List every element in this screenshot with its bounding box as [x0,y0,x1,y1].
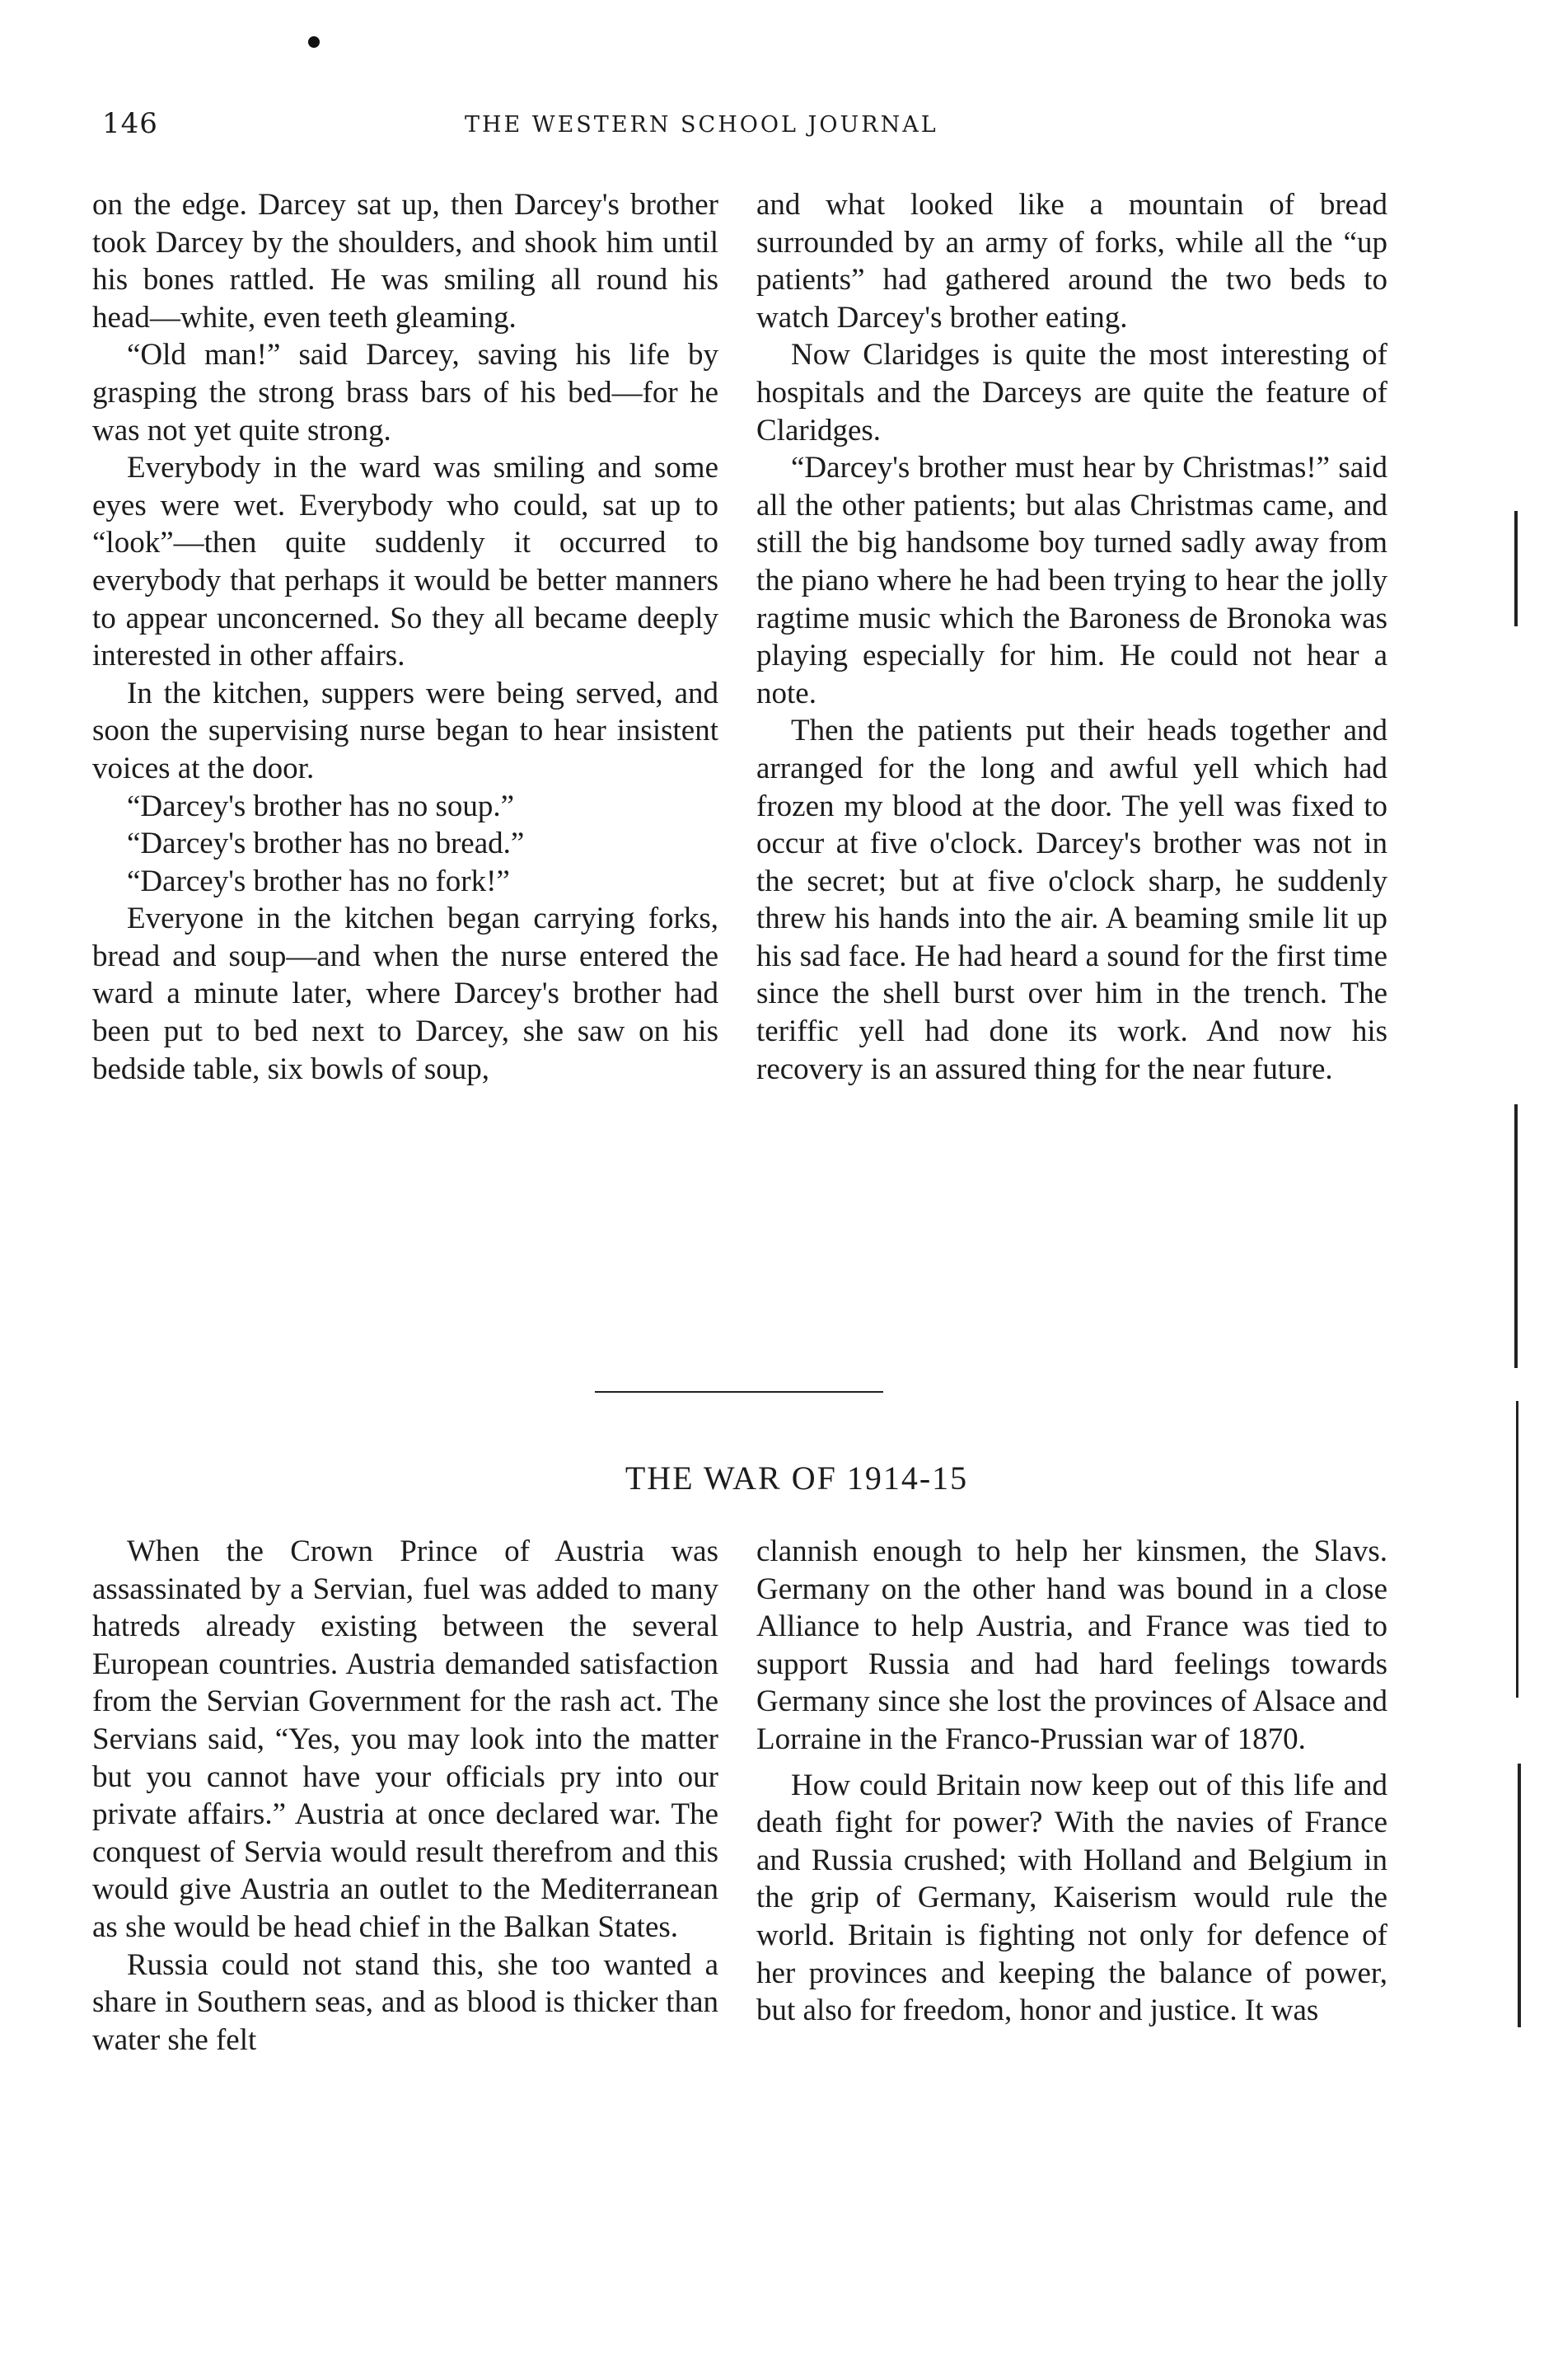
top-article-right-column [756,186,1387,1088]
ink-dot [308,36,320,48]
binding-edge-mark [1516,1401,1518,1698]
page-number: 146 [102,107,158,140]
running-title: THE WESTERN SCHOOL JOURNAL [465,112,938,138]
paragraph: and what looked like a mountain of bread surrounded by an army of forks, while all the “up patients” had gathered around the two beds to watch Darcey's brother eating. [756,188,1387,335]
paragraph: clannish enough to help her kinsmen, the Slavs. Germany on the other hand was bound in a close Alliance to help Austria, and France was tied to support Russia and had hard feelings towards Germany since she lost the provinces of Alsace and Lorraine in the Franco-Prussian war of 1870. [756,1534,1387,1756]
bottom-article-right-column [756,1533,1387,2030]
paragraph: “Old man!” said Darcey, saving his life by grasping the strong brass bars of his bed—for he was not yet quite strong. [92,338,718,447]
paragraph: on the edge. Darcey sat up, then Darcey's brother took Darcey by the shoulders, and shook him until his bones rattled. He was smiling all round his head—white, even teeth gleaming. [92,188,718,335]
paragraph: Everyone in the kitchen began carrying forks, bread and soup—and when the nurse entered the ward a minute later, where Darcey's brother had been put to bed next to Darcey, she saw on his bedside table, six bowls of soup, [92,902,718,1086]
paragraph: When the Crown Prince of Austria was assassinated by a Servian, fuel was added to many hatreds already existing between the several European countries. Austria demanded satisfaction from the Servian Government for the rash act. The Servians said, “Yes, you may look into the matter but you cannot have your officials pry into our private affairs.” Austria at once declared war. The conquest of Servia would result therefrom and this would give Austria an outlet to the Mediterranean as she would be head chief in the Balkan States. [92,1534,718,1944]
paragraph: In the kitchen, suppers were being served, and soon the supervising nurse began to hear insistent voices at the door. [92,676,718,785]
paragraph: Then the patients put their heads together and arranged for the long and awful yell which had frozen my blood at the door. The yell was fixed to occur at five o'clock. Darcey's brother was not in the secret; but at five o'clock sharp, he suddenly threw his hands into the air. A beaming smile lit up his sad face. He had heard a sound for the first time since the shell burst over him in the trench. The teriffic yell had done its work. And now his recovery is an assured thing for the near future. [756,714,1387,1086]
paragraph: “Darcey's brother must hear by Christmas!” said all the other patients; but alas Christmas came, and still the big handsome boy turned sadly away from the piano where he had been trying to hear the jolly ragtime music which the Baroness de Bronoka was playing especially for him. He could not hear a note. [756,451,1387,710]
bottom-article-left-column [92,1533,718,2059]
paragraph: How could Britain now keep out of this life and death fight for power? With the navies of France and Russia crushed; with Holland and Belgium in the grip of Germany, Kaiserism would rule the world. Britain is fighting not only for defence of her provinces and keeping the balance of power, but also for freedom, honor and justice. It was [756,1768,1387,2028]
paragraph: Everybody in the ward was smiling and some eyes were wet. Everybody who could, sat up to “look”—then quite suddenly it occurred to everybody that perhaps it would be better manners to appear unconcerned. So they all became deeply interested in other affairs. [92,451,718,673]
paragraph: “Darcey's brother has no bread.” [127,827,525,861]
paragraph: “Darcey's brother has no fork!” [127,864,510,898]
paragraph: Russia could not stand this, she too wanted a share in Southern seas, and as blood is thicker than water she felt [92,1947,718,2057]
page-header [102,107,1387,148]
paragraph: “Darcey's brother has no soup.” [127,789,515,823]
top-article-left-column [92,186,718,1088]
binding-edge-mark [1514,511,1518,626]
article-title: THE WAR OF 1914-15 [625,1459,969,1497]
section-divider [595,1391,883,1393]
paragraph: Now Claridges is quite the most interesting of hospitals and the Darceys are quite the feature of Claridges. [756,338,1387,447]
binding-edge-mark [1518,1764,1521,2027]
binding-edge-mark [1514,1104,1518,1368]
